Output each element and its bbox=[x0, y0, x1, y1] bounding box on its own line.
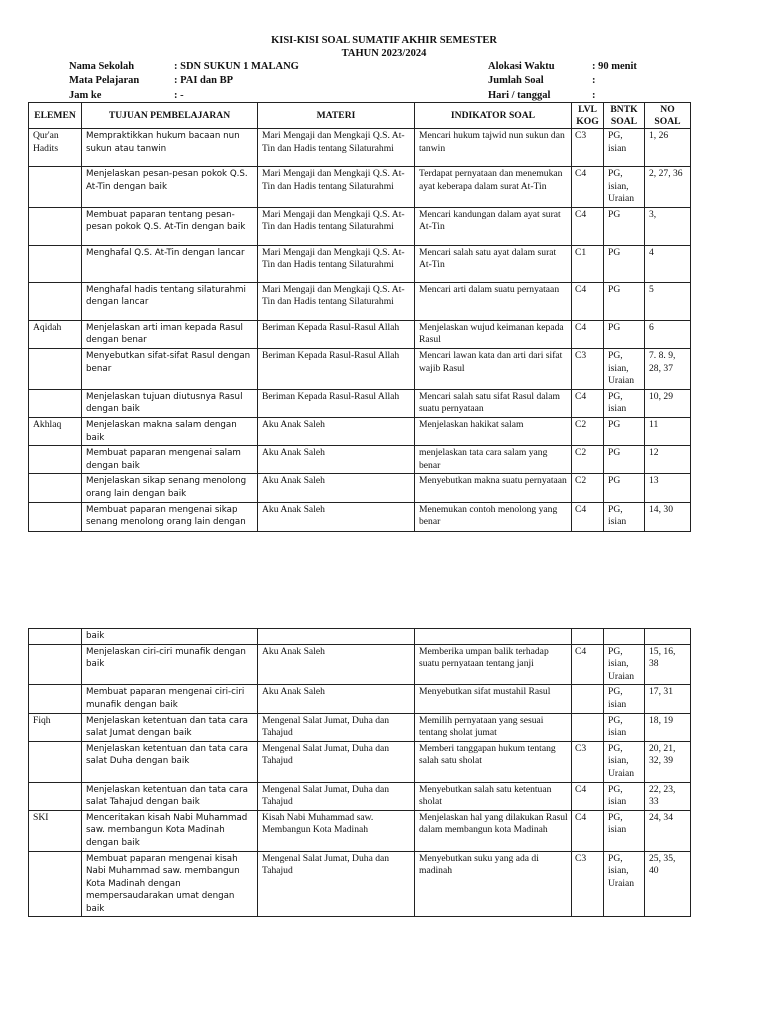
cell-materi: Kisah Nabi Muhammad saw. Membangun Kota Madinah bbox=[258, 810, 415, 851]
cell-lvl-kog: C4 bbox=[572, 644, 604, 685]
cell-lvl-kog: C4 bbox=[572, 389, 604, 417]
cell-tujuan: Menjelaskan arti iman kepada Rasul dengan benar bbox=[82, 320, 258, 348]
table-row bbox=[29, 417, 691, 445]
mapel-value: : PAI dan BP bbox=[174, 75, 234, 86]
cell-no-soal: 4 bbox=[645, 245, 691, 282]
cell-elemen bbox=[29, 245, 82, 282]
cell-no-soal: 3, bbox=[645, 207, 691, 245]
cell-lvl-kog: C4 bbox=[572, 810, 604, 851]
cell-elemen bbox=[29, 282, 82, 320]
table-row bbox=[29, 446, 691, 474]
jumlah-label: Jumlah Soal bbox=[488, 75, 544, 86]
table-row bbox=[29, 282, 691, 320]
cell-bentuk-soal: PG bbox=[604, 474, 645, 502]
cell-materi: Beriman Kepada Rasul-Rasul Allah bbox=[258, 389, 415, 417]
header-tujuan: TUJUAN PEMBELAJARAN bbox=[82, 103, 258, 129]
cell-materi: Mari Mengaji dan Mengkaji Q.S. At-Tin dan Hadis tentang Silaturahmi bbox=[258, 282, 415, 320]
cell-indikator: Menyebutkan sifat mustahil Rasul bbox=[415, 685, 572, 713]
cell-lvl-kog: C4 bbox=[572, 782, 604, 810]
alokasi-value: : 90 menit bbox=[592, 61, 637, 72]
cell-tujuan: Menjelaskan makna salam dengan baik bbox=[82, 417, 258, 445]
cell-indikator: Mencari salah satu ayat dalam surat At-Tin bbox=[415, 245, 572, 282]
cell-tujuan: Menghafal Q.S. At-Tin dengan lancar bbox=[82, 245, 258, 282]
cell-lvl-kog: C4 bbox=[572, 207, 604, 245]
cell-tujuan: Menyebutkan sifat-sifat Rasul dengan benar bbox=[82, 348, 258, 389]
cell-bentuk-soal bbox=[604, 629, 645, 645]
cell-tujuan: Menjelaskan ketentuan dan tata cara salat Tahajud dengan baik bbox=[82, 782, 258, 810]
cell-bentuk-soal: PG, isian bbox=[604, 129, 645, 167]
table-row bbox=[29, 851, 691, 917]
cell-no-soal: 25, 35, 40 bbox=[645, 851, 691, 917]
table-row bbox=[29, 741, 691, 782]
cell-elemen bbox=[29, 851, 82, 917]
cell-tujuan: Membuat paparan mengenai ciri-ciri munafik dengan baik bbox=[82, 685, 258, 713]
cell-elemen bbox=[29, 474, 82, 502]
table-row bbox=[29, 644, 691, 685]
cell-elemen: SKI bbox=[29, 810, 82, 851]
cell-indikator: Mencari lawan kata dan arti dari sifat wajib Rasul bbox=[415, 348, 572, 389]
cell-elemen bbox=[29, 629, 82, 645]
cell-indikator: Menjelaskan wujud keimanan kepada Rasul bbox=[415, 320, 572, 348]
jumlah-value: : bbox=[592, 75, 596, 86]
cell-lvl-kog bbox=[572, 629, 604, 645]
cell-materi: Mari Mengaji dan Mengkaji Q.S. At-Tin dan Hadis tentang Silaturahmi bbox=[258, 207, 415, 245]
header-bentuk-line2: SOAL bbox=[610, 115, 638, 127]
hari-label: Hari / tanggal bbox=[488, 90, 551, 101]
table-row bbox=[29, 474, 691, 502]
jam-value: : - bbox=[174, 90, 184, 101]
cell-elemen: Qur'an Hadits bbox=[29, 129, 82, 167]
table-row bbox=[29, 348, 691, 389]
cell-elemen bbox=[29, 167, 82, 208]
cell-indikator: Memilih pernyataan yang sesuai tentang sholat jumat bbox=[415, 713, 572, 741]
cell-indikator: Menyebutkan suku yang ada di madinah bbox=[415, 851, 572, 917]
cell-bentuk-soal: PG, isian bbox=[604, 782, 645, 810]
header-no-line2: SOAL bbox=[654, 115, 681, 127]
header-no-soal bbox=[645, 103, 691, 129]
table-row bbox=[29, 685, 691, 713]
cell-bentuk-soal: PG, isian, Uraian bbox=[604, 167, 645, 208]
cell-elemen bbox=[29, 502, 82, 531]
cell-bentuk-soal: PG, isian, Uraian bbox=[604, 348, 645, 389]
cell-tujuan: baik bbox=[82, 629, 258, 645]
cell-no-soal: 5 bbox=[645, 282, 691, 320]
cell-bentuk-soal: PG, isian bbox=[604, 685, 645, 713]
cell-materi: Aku Anak Saleh bbox=[258, 685, 415, 713]
cell-bentuk-soal: PG bbox=[604, 320, 645, 348]
cell-no-soal: 20, 21, 32, 39 bbox=[645, 741, 691, 782]
cell-indikator: menjelaskan tata cara salam yang benar bbox=[415, 446, 572, 474]
cell-no-soal: 7. 8. 9, 28, 37 bbox=[645, 348, 691, 389]
cell-tujuan: Mempraktikkan hukum bacaan nun sukun atau tanwin bbox=[82, 129, 258, 167]
cell-elemen bbox=[29, 348, 82, 389]
cell-no-soal: 24, 34 bbox=[645, 810, 691, 851]
cell-materi: Aku Anak Saleh bbox=[258, 644, 415, 685]
kisi-kisi-table-page-1 bbox=[28, 102, 691, 532]
cell-indikator: Mencari arti dalam suatu pernyataan bbox=[415, 282, 572, 320]
header-indikator: INDIKATOR SOAL bbox=[415, 103, 572, 129]
cell-lvl-kog: C1 bbox=[572, 245, 604, 282]
cell-bentuk-soal: PG, isian, Uraian bbox=[604, 851, 645, 917]
cell-materi: Mengenal Salat Jumat, Duha dan Tahajud bbox=[258, 851, 415, 917]
cell-indikator: Mencari kandungan dalam ayat surat At-Tin bbox=[415, 207, 572, 245]
nama-sekolah-label: Nama Sekolah bbox=[69, 61, 135, 72]
cell-no-soal: 6 bbox=[645, 320, 691, 348]
cell-lvl-kog bbox=[572, 713, 604, 741]
cell-indikator: Mencari salah satu sifat Rasul dalam suatu pernyataan bbox=[415, 389, 572, 417]
cell-elemen: Aqidah bbox=[29, 320, 82, 348]
cell-bentuk-soal: PG, isian bbox=[604, 713, 645, 741]
cell-tujuan: Membuat paparan tentang pesan-pesan pokok Q.S. At-Tin dengan baik bbox=[82, 207, 258, 245]
cell-materi: Aku Anak Saleh bbox=[258, 474, 415, 502]
cell-no-soal: 12 bbox=[645, 446, 691, 474]
cell-lvl-kog: C4 bbox=[572, 282, 604, 320]
cell-materi: Aku Anak Saleh bbox=[258, 446, 415, 474]
alokasi-label: Alokasi Waktu bbox=[488, 61, 555, 72]
mapel-label: Mata Pelajaran bbox=[69, 75, 140, 86]
header-lvl-line2: KOG bbox=[576, 115, 599, 127]
cell-tujuan: Menceritakan kisah Nabi Muhammad saw. membangun Kota Madinah dengan baik bbox=[82, 810, 258, 851]
cell-no-soal: 18, 19 bbox=[645, 713, 691, 741]
cell-elemen bbox=[29, 685, 82, 713]
cell-bentuk-soal: PG bbox=[604, 207, 645, 245]
table-row bbox=[29, 320, 691, 348]
cell-tujuan: Menjelaskan ketentuan dan tata cara salat Jumat dengan baik bbox=[82, 713, 258, 741]
cell-no-soal: 14, 30 bbox=[645, 502, 691, 531]
cell-no-soal: 15, 16, 38 bbox=[645, 644, 691, 685]
cell-elemen bbox=[29, 644, 82, 685]
cell-elemen bbox=[29, 446, 82, 474]
cell-tujuan: Membuat paparan mengenai salam dengan baik bbox=[82, 446, 258, 474]
table-row bbox=[29, 167, 691, 208]
cell-tujuan: Menjelaskan ciri-ciri munafik dengan baik bbox=[82, 644, 258, 685]
cell-bentuk-soal: PG, isian bbox=[604, 810, 645, 851]
cell-lvl-kog: C3 bbox=[572, 348, 604, 389]
cell-indikator: Menyebutkan salah satu ketentuan sholat bbox=[415, 782, 572, 810]
header-materi: MATERI bbox=[258, 103, 415, 129]
cell-tujuan: Menjelaskan ketentuan dan tata cara salat Duha dengan baik bbox=[82, 741, 258, 782]
cell-lvl-kog: C3 bbox=[572, 741, 604, 782]
cell-lvl-kog: C2 bbox=[572, 417, 604, 445]
cell-elemen bbox=[29, 782, 82, 810]
cell-tujuan: Menjelaskan pesan-pesan pokok Q.S. At-Tin dengan baik bbox=[82, 167, 258, 208]
cell-bentuk-soal: PG, isian, Uraian bbox=[604, 741, 645, 782]
header-lvl-line1: LVL bbox=[578, 104, 597, 115]
cell-lvl-kog: C3 bbox=[572, 851, 604, 917]
cell-elemen bbox=[29, 741, 82, 782]
document-subtitle: TAHUN 2023/2024 bbox=[341, 48, 427, 59]
cell-materi: Mari Mengaji dan Mengkaji Q.S. At-Tin dan Hadis tentang Silaturahmi bbox=[258, 245, 415, 282]
cell-indikator: Terdapat pernyataan dan menemukan ayat keberapa dalam surat At-Tin bbox=[415, 167, 572, 208]
cell-bentuk-soal: PG bbox=[604, 282, 645, 320]
document-title: KISI-KISI SOAL SUMATIF AKHIR SEMESTER bbox=[271, 35, 497, 46]
cell-no-soal: 11 bbox=[645, 417, 691, 445]
table-row bbox=[29, 502, 691, 531]
table-row bbox=[29, 207, 691, 245]
cell-bentuk-soal: PG bbox=[604, 245, 645, 282]
jam-label: Jam ke bbox=[69, 90, 102, 101]
cell-materi: Aku Anak Saleh bbox=[258, 417, 415, 445]
cell-no-soal: 22, 23, 33 bbox=[645, 782, 691, 810]
table-row bbox=[29, 782, 691, 810]
cell-materi: Beriman Kepada Rasul-Rasul Allah bbox=[258, 320, 415, 348]
cell-bentuk-soal: PG bbox=[604, 417, 645, 445]
cell-no-soal: 2, 27, 36 bbox=[645, 167, 691, 208]
cell-lvl-kog: C4 bbox=[572, 167, 604, 208]
cell-bentuk-soal: PG, isian bbox=[604, 389, 645, 417]
cell-materi: Mengenal Salat Jumat, Duha dan Tahajud bbox=[258, 713, 415, 741]
cell-no-soal: 10, 29 bbox=[645, 389, 691, 417]
cell-bentuk-soal: PG, isian bbox=[604, 502, 645, 531]
cell-indikator: Mencari hukum tajwid nun sukun dan tanwin bbox=[415, 129, 572, 167]
table-row bbox=[29, 629, 691, 645]
cell-materi: Mengenal Salat Jumat, Duha dan Tahajud bbox=[258, 741, 415, 782]
header-no-line1: NO bbox=[660, 104, 675, 115]
cell-elemen bbox=[29, 207, 82, 245]
table-row bbox=[29, 713, 691, 741]
cell-materi: Mari Mengaji dan Mengkaji Q.S. At-Tin dan Hadis tentang Silaturahmi bbox=[258, 129, 415, 167]
cell-materi: Aku Anak Saleh bbox=[258, 502, 415, 531]
cell-lvl-kog: C2 bbox=[572, 474, 604, 502]
cell-indikator: Memberi tanggapan hukum tentang salah satu sholat bbox=[415, 741, 572, 782]
header-bentuk-soal bbox=[604, 103, 645, 129]
cell-indikator: Menjelaskan hakikat salam bbox=[415, 417, 572, 445]
cell-no-soal: 1, 26 bbox=[645, 129, 691, 167]
table-row bbox=[29, 245, 691, 282]
cell-lvl-kog: C4 bbox=[572, 320, 604, 348]
cell-elemen bbox=[29, 389, 82, 417]
header-lvl-kog bbox=[572, 103, 604, 129]
cell-no-soal bbox=[645, 629, 691, 645]
nama-sekolah-value: : SDN SUKUN 1 MALANG bbox=[174, 61, 299, 72]
cell-lvl-kog bbox=[572, 685, 604, 713]
cell-lvl-kog: C3 bbox=[572, 129, 604, 167]
cell-tujuan: Menghafal hadis tentang silaturahmi dengan lancar bbox=[82, 282, 258, 320]
table-row bbox=[29, 389, 691, 417]
cell-materi bbox=[258, 629, 415, 645]
cell-indikator: Menjelaskan hal yang dilakukan Rasul dalam membangun kota Madinah bbox=[415, 810, 572, 851]
header-bentuk-line1: BNTK bbox=[610, 104, 638, 115]
cell-bentuk-soal: PG bbox=[604, 446, 645, 474]
cell-materi: Mengenal Salat Jumat, Duha dan Tahajud bbox=[258, 782, 415, 810]
cell-indikator: Menemukan contoh menolong yang benar bbox=[415, 502, 572, 531]
table-row bbox=[29, 129, 691, 167]
table-row bbox=[29, 810, 691, 851]
cell-indikator: Menyebutkan makna suatu pernyataan bbox=[415, 474, 572, 502]
cell-elemen: Akhlaq bbox=[29, 417, 82, 445]
cell-tujuan: Membuat paparan mengenai sikap senang menolong orang lain dengan bbox=[82, 502, 258, 531]
hari-value: : bbox=[592, 90, 596, 101]
cell-materi: Beriman Kepada Rasul-Rasul Allah bbox=[258, 348, 415, 389]
cell-lvl-kog: C2 bbox=[572, 446, 604, 474]
cell-lvl-kog: C4 bbox=[572, 502, 604, 531]
cell-tujuan: Membuat paparan mengenai kisah Nabi Muhammad saw. membangun Kota Madinah dengan mempersaudarakan umat dengan baik bbox=[82, 851, 258, 917]
cell-bentuk-soal: PG, isian, Uraian bbox=[604, 644, 645, 685]
cell-indikator bbox=[415, 629, 572, 645]
cell-materi: Mari Mengaji dan Mengkaji Q.S. At-Tin dan Hadis tentang Silaturahmi bbox=[258, 167, 415, 208]
cell-tujuan: Menjelaskan sikap senang menolong orang lain dengan baik bbox=[82, 474, 258, 502]
cell-indikator: Memberika umpan balik terhadap suatu pernyataan tentang janji bbox=[415, 644, 572, 685]
cell-no-soal: 17, 31 bbox=[645, 685, 691, 713]
kisi-kisi-table-page-2 bbox=[28, 628, 691, 917]
cell-tujuan: Menjelaskan tujuan diutusnya Rasul dengan baik bbox=[82, 389, 258, 417]
cell-no-soal: 13 bbox=[645, 474, 691, 502]
cell-elemen: Fiqh bbox=[29, 713, 82, 741]
header-elemen: ELEMEN bbox=[29, 103, 82, 129]
